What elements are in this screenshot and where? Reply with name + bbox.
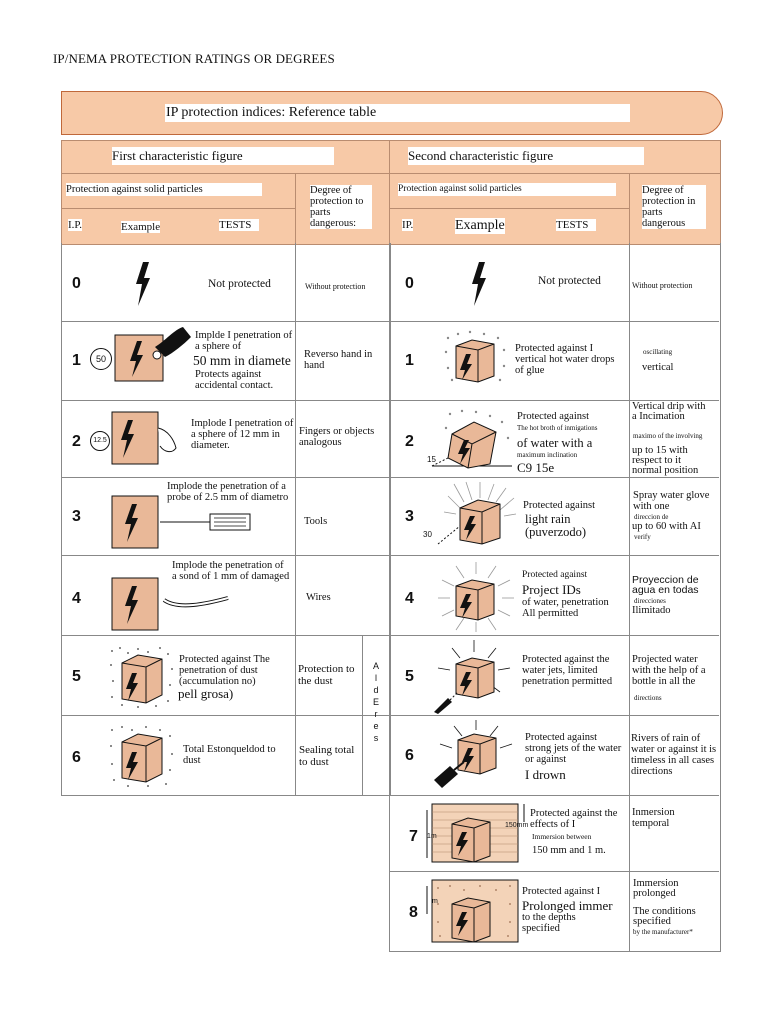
row-line xyxy=(61,477,389,478)
row-line xyxy=(389,477,719,478)
drip-cube-icon xyxy=(442,330,510,386)
row-degree-small: oscillating xyxy=(643,348,673,356)
tilted-cube-icon xyxy=(428,408,516,470)
ip-number: 1 xyxy=(405,352,414,369)
row-desc: Protected against the water jets, limited penetration permitted xyxy=(522,654,613,687)
row-degree: Immersion prolonged xyxy=(633,878,679,899)
size-badge: 50 xyxy=(90,348,112,370)
row-degree: Rivers of rain of water or against it is timeless in all cases directions xyxy=(631,733,717,777)
row-line xyxy=(389,635,719,636)
vertical-divider xyxy=(362,635,363,795)
row-line xyxy=(389,871,719,872)
ip-number: 1 xyxy=(72,352,81,369)
ip-number: 4 xyxy=(72,590,81,607)
ip-number: 0 xyxy=(72,275,81,292)
row-desc-small: Protected against xyxy=(523,500,596,511)
size-badge: 12.5 xyxy=(90,431,110,451)
ip-number: 7 xyxy=(409,828,418,845)
depth-label: 150mm xyxy=(505,822,529,829)
row-line xyxy=(389,555,719,556)
row-degree-tiny: direccion de xyxy=(634,513,669,521)
row-degree: Inmersion temporal xyxy=(632,807,675,829)
second-col-tests: TESTS xyxy=(556,219,596,231)
row-degree-tiny2: verify xyxy=(634,533,651,541)
first-sub-heading: Protection against solid particles xyxy=(66,183,262,196)
row-degree: Projected water with the help of a bottle in all the xyxy=(632,654,706,687)
first-col-ip: I.P. xyxy=(68,219,83,231)
row-degree: Tools xyxy=(304,516,328,527)
row-line xyxy=(389,795,719,796)
lightning-icon xyxy=(469,262,489,306)
ip-number: 6 xyxy=(72,749,81,766)
strong-jet-cube-icon xyxy=(430,720,520,790)
second-figure-heading: Second characteristic figure xyxy=(408,147,644,165)
first-col-tests: TESTS xyxy=(219,219,259,231)
angle-label: 30 xyxy=(423,530,432,539)
first-col-example: Example xyxy=(121,221,161,233)
first-divider xyxy=(295,243,296,795)
second-degree-heading: Degree of protection in parts dangerous xyxy=(642,185,706,229)
first-degree-heading: Degree of protection to parts dangerous: xyxy=(310,185,372,229)
row-desc-tiny2: maximum inclination xyxy=(517,451,578,459)
cube-finger-icon xyxy=(110,408,192,468)
ip-number: 5 xyxy=(405,668,414,685)
row-desc: Not protected xyxy=(208,278,271,290)
row-desc-more: 150 mm and 1 m. xyxy=(532,845,606,856)
angle-label: 15 xyxy=(427,455,436,464)
row-line xyxy=(61,715,389,716)
row-line xyxy=(61,635,389,636)
first-col-header xyxy=(61,208,297,245)
cube-hand-icon xyxy=(113,323,195,385)
row-desc-tiny: Immersion between xyxy=(532,832,592,841)
row-degree: Without protection xyxy=(632,281,693,290)
dust-cube-icon xyxy=(108,645,178,709)
row-desc-big: 50 mm in diamete xyxy=(193,353,291,368)
row-desc: Total Estonqueldod to dust xyxy=(183,744,276,766)
first-figure-heading: First characteristic figure xyxy=(112,147,334,165)
row-line xyxy=(61,321,389,322)
ip-number: 5 xyxy=(72,668,81,685)
row-desc-more: to the depths specified xyxy=(522,912,576,934)
row-desc: Implode the penetration of a probe of 2.5 mm of diametro xyxy=(167,481,289,503)
row-desc-big: pell grosa) xyxy=(178,686,234,701)
deep-immersion-cube-icon xyxy=(424,878,532,944)
second-divider xyxy=(629,243,630,951)
row-degree-tiny: maximo of the involving xyxy=(633,432,703,440)
row-degree: Reverso hand in hand xyxy=(304,349,373,371)
row-degree: Sealing total to dust xyxy=(299,744,355,768)
immersion-cube-icon xyxy=(424,800,532,866)
ip-number: 4 xyxy=(405,590,414,607)
row-desc-small: Protected against xyxy=(522,570,588,580)
row-line xyxy=(61,400,389,401)
row-desc: Protected against I vertical hot water drops of glue xyxy=(515,343,615,376)
row-line xyxy=(389,715,719,716)
row-desc-more: of water, penetration All permitted xyxy=(522,597,609,619)
rain-cube-icon xyxy=(434,482,520,548)
row-desc-more: Protects against accidental contact. xyxy=(195,369,274,391)
second-col-ip: IP. xyxy=(402,219,414,231)
ip-number: 2 xyxy=(72,433,81,450)
row-degree: Proyeccion de agua en todas xyxy=(632,574,699,596)
row-desc-big: Project IDs xyxy=(522,582,581,597)
row-degree: Protection to the dust xyxy=(298,663,355,687)
row-desc-small: Protected against I xyxy=(522,886,601,897)
row-desc-big: light rain (puverzodo) xyxy=(525,512,587,539)
second-col-example: Example xyxy=(455,218,505,233)
row-desc: Not protected xyxy=(538,275,601,287)
ip-number: 6 xyxy=(405,747,414,764)
row-degree-tiny: direcciones xyxy=(634,597,666,605)
ip-number: 2 xyxy=(405,433,414,450)
second-sub-heading: Protection against solid particles xyxy=(398,183,616,196)
depth-label: m xyxy=(432,898,438,905)
banner-title: IP protection indices: Reference table xyxy=(165,104,630,122)
row-desc-big: I drown xyxy=(525,767,566,782)
row-desc: Implode the penetration of a sond of 1 mm of damaged xyxy=(172,560,290,582)
row-desc-big: of water with a xyxy=(517,436,593,450)
vertical-label: A l d E r e s xyxy=(372,661,379,743)
row-desc: Protected against strong jets of the water or against xyxy=(525,732,622,765)
row-desc-small: Protected against xyxy=(517,411,590,422)
row-degree-more: Ilimitado xyxy=(632,605,671,616)
row-degree: vertical xyxy=(642,362,674,373)
row-degree: Fingers or objects analogous xyxy=(299,426,375,448)
row-desc: Protected against the effects of I xyxy=(530,808,618,830)
ip-number: 3 xyxy=(72,508,81,525)
jet-cube-icon xyxy=(430,640,516,714)
depth-label: 1m xyxy=(427,833,437,840)
row-degree: Spray water glove with one xyxy=(633,490,710,512)
lightning-icon xyxy=(133,262,153,306)
row-degree-tiny: by the manufacturer* xyxy=(633,928,693,936)
row-desc-small: Protected against The penetration of dust (accumulation no) xyxy=(179,654,270,687)
row-line xyxy=(61,555,389,556)
row-degree-tiny: directions xyxy=(634,694,662,702)
row-degree-more: The conditions specified xyxy=(633,906,696,927)
row-desc-big: Prolonged immer xyxy=(522,898,613,913)
row-degree: Vertical drip with a Incimation xyxy=(632,401,706,422)
dust-cube-icon xyxy=(108,724,178,788)
row-desc-code: C9 15e xyxy=(517,460,555,475)
document-title: IP/NEMA PROTECTION RATINGS OR DEGREES xyxy=(53,51,335,66)
row-line xyxy=(389,321,719,322)
row-desc-small: Implde I penetration of a sphere of xyxy=(195,330,293,352)
ip-number: 3 xyxy=(405,508,414,525)
row-degree-more: up to 15 with respect to it normal position xyxy=(632,445,699,476)
splash-cube-icon xyxy=(436,562,516,632)
ip-number: 0 xyxy=(405,275,414,292)
row-degree-more: up to 60 with AI xyxy=(632,521,701,532)
row-desc: Implode I penetration of a sphere of 12 mm in diameter. xyxy=(191,418,294,451)
row-desc-tiny: The hot broth of inmigations xyxy=(517,424,598,432)
ip-number: 8 xyxy=(409,904,418,921)
row-degree: Without protection xyxy=(305,282,366,291)
row-degree: Wires xyxy=(306,592,331,603)
